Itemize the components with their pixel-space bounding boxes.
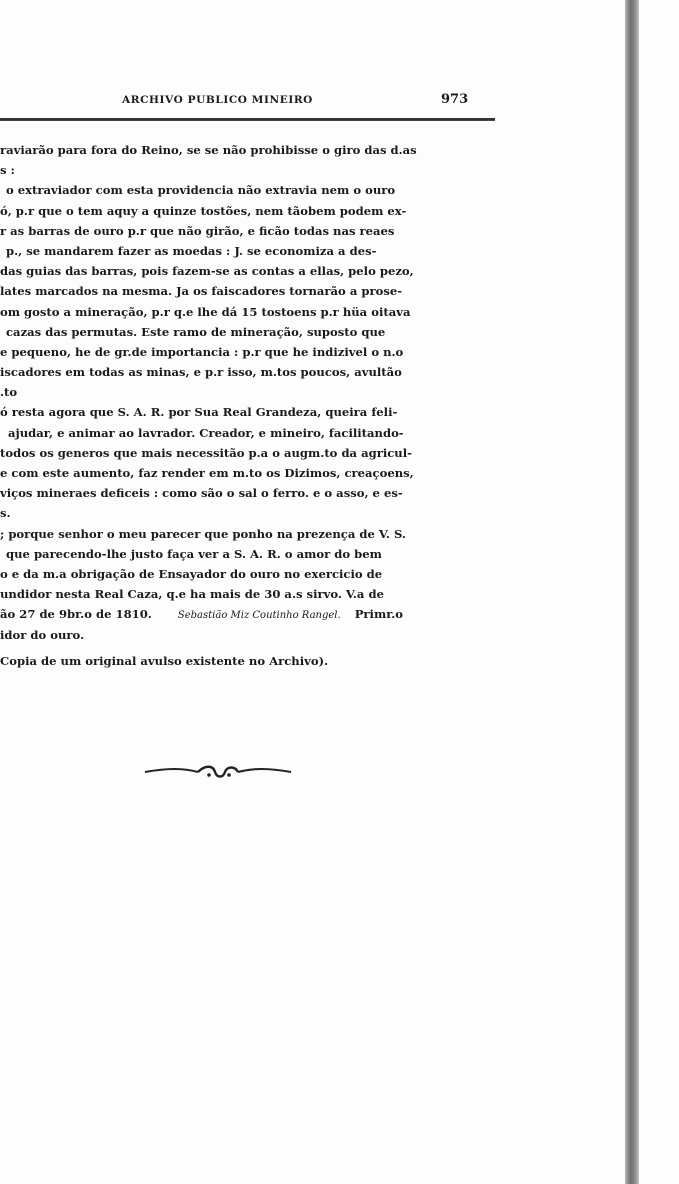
text-line: .to: [0, 385, 18, 400]
title-abbrev: Primr.o: [354, 607, 404, 622]
text-line: cazas das permutas. Este ramo de mineração, suposto que: [6, 324, 386, 339]
text-line: e com este aumento, faz render em m.to os Dizimos, creaçoens,: [0, 466, 414, 480]
running-title: ARCHIVO PUBLICO MINEIRO: [122, 94, 313, 106]
text-line: o e da m.a obrigação de Ensayador do ouro no exercicio de: [0, 566, 383, 581]
text-line: todos os generos que mais necessitão p.a o augm.to da agricul-: [0, 445, 412, 460]
text-line: om gosto a mineração, p.r q.e lhe dá 15 tostoens p.r hüa oitava: [0, 304, 411, 319]
text-line: s.: [0, 506, 11, 521]
text-line: viços mineraes deficeis : como são o sal o ferro. e o asso, e es-: [0, 486, 403, 501]
text-line: idor do ouro.: [0, 627, 85, 642]
date-line: ão 27 de 9br.o de 1810.: [0, 607, 152, 622]
text-line: r as barras de ouro p.r que não girão, e ficão todas nas reaes: [0, 223, 395, 238]
binding-gutter: [625, 0, 639, 1184]
body-text: [0, 140, 500, 671]
text-line: s :: [0, 163, 15, 178]
header-rule: [0, 118, 495, 121]
text-line: ajudar, e animar ao lavrador. Creador, e mineiro, facilitando-: [8, 425, 404, 440]
text-line: ó resta agora que S. A. R. por Sua Real Grandeza, queira feli-: [0, 405, 398, 420]
source-note: Copia de um original avulso existente no Archivo).: [0, 653, 329, 668]
text-line: p., se mandarem fazer as moedas : J. se economiza a des-: [6, 243, 377, 258]
text-line: e pequeno, he de gr.de importancia : p.r que he indizivel o n.o: [0, 344, 404, 359]
text-line: [0, 604, 500, 624]
text-line: ; porque senhor o meu parecer que ponho na prezença de V. S.: [0, 526, 406, 541]
text-line: raviarão para fora do Reino, se se não prohibisse o giro das d.as: [0, 143, 417, 157]
page-number: 973: [441, 92, 469, 107]
signature: Sebastião Miz Coutinho Rangel.: [177, 610, 341, 622]
page-header: [0, 92, 495, 116]
ornament-divider: [143, 762, 293, 786]
text-line: que parecendo-lhe justo faça ver a S. A. R. o amor do bem: [6, 546, 382, 561]
text-line: undidor nesta Real Caza, q.e ha mais de 30 a.s sirvo. V.a de: [0, 587, 384, 602]
text-line: lates marcados na mesma. Ja os faiscadores tornarão a prose-: [0, 284, 403, 299]
text-line: das guias das barras, pois fazem-se as contas a ellas, pelo pezo,: [0, 264, 414, 279]
text-line: ó, p.r que o tem aquy a quinze tostões, nem tãobem podem ex-: [0, 203, 407, 218]
text-line: o extraviador com esta providencia não extravia nem o ouro: [6, 183, 396, 198]
text-line: iscadores em todas as minas, e p.r isso, m.tos poucos, avultão: [0, 365, 402, 380]
